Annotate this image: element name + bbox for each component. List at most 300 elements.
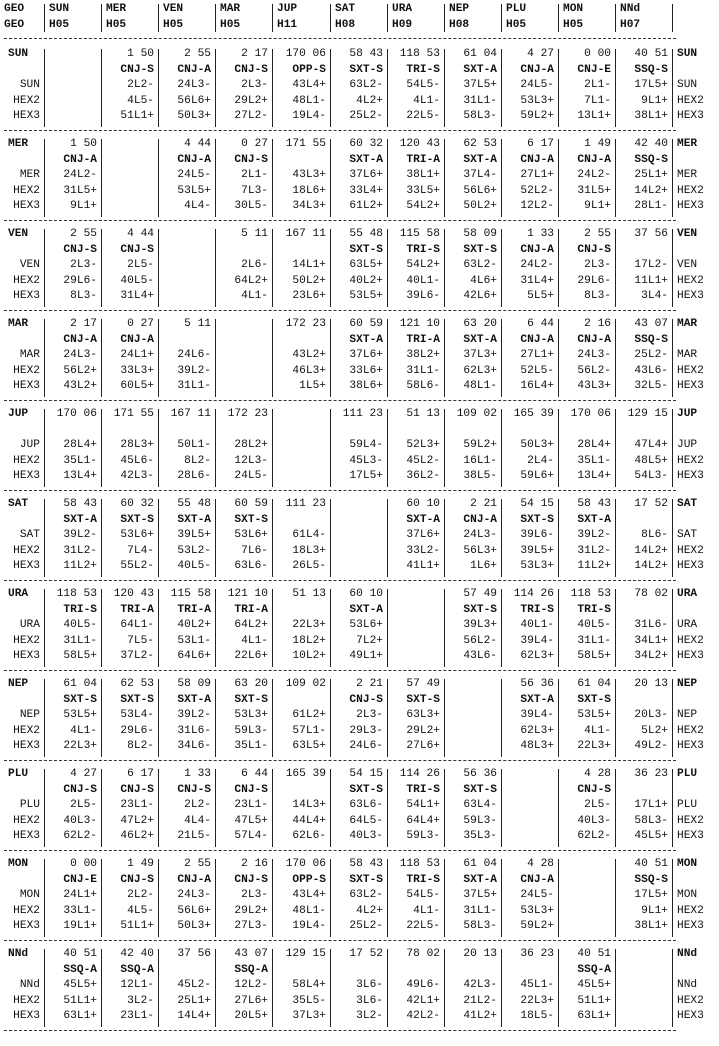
row-line-label: URA xyxy=(19,619,40,631)
cell-value: 3L6- xyxy=(356,994,383,1007)
cell-value: 31L1- xyxy=(177,380,211,392)
cell-value: 17L1+ xyxy=(634,799,668,811)
cell-value: 40L5- xyxy=(577,619,611,631)
column-separator xyxy=(101,769,102,847)
cell-value: 9L1+ xyxy=(70,200,97,212)
cell-value: 51L1+ xyxy=(120,110,154,122)
block-divider xyxy=(4,850,676,851)
cell-angle: 54 15 xyxy=(349,768,383,780)
cell-angle: 171 55 xyxy=(285,138,326,150)
cell-angle: 118 53 xyxy=(399,48,440,60)
cell-value: 24L3- xyxy=(577,349,611,361)
block-divider xyxy=(4,580,676,581)
header-separator xyxy=(158,4,159,32)
cell-value: 56L6+ xyxy=(177,904,211,917)
cell-value: 5L2+ xyxy=(641,724,668,737)
cell-value: 39L2- xyxy=(177,709,211,721)
cell-aspect: SXT-S xyxy=(520,513,554,526)
cell-value: 11L2+ xyxy=(577,560,611,572)
column-separator xyxy=(444,49,445,127)
row-line-label: HEX3 xyxy=(677,830,704,842)
cell-aspect: SXT-A xyxy=(349,153,383,166)
cell-value: 17L5+ xyxy=(634,79,668,91)
row-planet-label: PLU xyxy=(677,768,698,780)
column-separator xyxy=(558,319,559,397)
cell-value: 43L6- xyxy=(634,364,668,377)
row-line-label: NEP xyxy=(19,709,40,721)
cell-value: 12L1- xyxy=(120,979,154,991)
cell-value: 14L2+ xyxy=(634,184,668,197)
cell-value: 18L2+ xyxy=(292,634,326,647)
cell-angle: 60 59 xyxy=(349,318,383,330)
cell-value: 50L3+ xyxy=(520,439,554,451)
cell-value: 45L2- xyxy=(406,454,440,467)
column-separator xyxy=(215,499,216,577)
cell-angle: 40 51 xyxy=(634,48,668,60)
cell-value: 24L3- xyxy=(177,79,211,91)
cell-value: 53L3+ xyxy=(520,94,554,107)
cell-value: 48L1- xyxy=(463,380,497,392)
cell-value: 29L6- xyxy=(63,274,97,287)
cell-aspect: CNJ-S xyxy=(120,243,154,256)
column-separator xyxy=(272,49,273,127)
cell-value: 2L1- xyxy=(584,79,611,91)
cell-value: 7L4- xyxy=(127,544,154,557)
cell-aspect: SXT-A xyxy=(349,603,383,616)
cell-value: 39L6- xyxy=(520,529,554,541)
header-planet-label: MAR xyxy=(220,3,241,15)
block-divider xyxy=(4,1030,676,1031)
cell-value: 46L2+ xyxy=(120,830,154,842)
cell-angle: 4 44 xyxy=(127,228,154,240)
row-line-label: SAT xyxy=(677,529,698,541)
cell-aspect: SXT-A xyxy=(463,333,497,346)
cell-value: 51L1+ xyxy=(120,920,154,932)
cell-value: 2L2- xyxy=(127,889,154,901)
cell-value: 33L6+ xyxy=(349,364,383,377)
column-separator xyxy=(387,859,388,937)
column-separator xyxy=(101,679,102,757)
cell-angle: 60 59 xyxy=(234,498,268,510)
cell-angle: 54 15 xyxy=(520,498,554,510)
cell-value: 36L2- xyxy=(406,470,440,482)
cell-value: 40L5- xyxy=(120,274,154,287)
row-line-label: HEX2 xyxy=(677,184,704,197)
cell-value: 14L4+ xyxy=(177,1010,211,1022)
header-house-label: H05 xyxy=(49,19,70,31)
cell-value: 42L6+ xyxy=(463,290,497,302)
cell-aspect: SSQ-S xyxy=(634,63,668,76)
cell-value: 40L2+ xyxy=(349,274,383,287)
row-line-label: HEX3 xyxy=(13,200,40,212)
column-separator xyxy=(501,679,502,757)
column-separator xyxy=(330,409,331,487)
row-planet-label: PLU xyxy=(8,768,29,780)
cell-value: 22L5- xyxy=(406,920,440,932)
cell-angle: 109 02 xyxy=(285,678,326,690)
column-separator xyxy=(672,49,673,127)
row-planet-label: SAT xyxy=(677,498,698,510)
cell-value: 43L2+ xyxy=(292,349,326,361)
cell-value: 24L6- xyxy=(349,740,383,752)
cell-value: 22L3+ xyxy=(292,619,326,631)
cell-aspect: SXT-S xyxy=(463,243,497,256)
row-line-label: MAR xyxy=(19,349,40,361)
column-separator xyxy=(672,949,673,1027)
cell-aspect: SSQ-A xyxy=(120,963,154,976)
cell-value: 50L1- xyxy=(177,439,211,451)
header-separator xyxy=(672,4,673,32)
cell-value: 50L3+ xyxy=(177,110,211,122)
cell-value: 23L1- xyxy=(120,1010,154,1022)
cell-angle: 118 53 xyxy=(399,858,440,870)
cell-angle: 114 26 xyxy=(399,768,440,780)
cell-angle: 2 55 xyxy=(584,228,611,240)
cell-angle: 0 00 xyxy=(584,48,611,60)
cell-value: 58L3- xyxy=(463,110,497,122)
block-divider xyxy=(4,490,676,491)
cell-angle: 120 43 xyxy=(399,138,440,150)
cell-value: 2L6- xyxy=(241,259,268,271)
column-separator xyxy=(215,949,216,1027)
cell-value: 25L2- xyxy=(634,349,668,361)
row-planet-label: JUP xyxy=(8,408,29,420)
cell-value: 63L2- xyxy=(463,259,497,271)
cell-value: 12L2- xyxy=(520,200,554,212)
cell-value: 53L2- xyxy=(177,544,211,557)
cell-value: 14L3+ xyxy=(292,799,326,811)
cell-value: 17L5+ xyxy=(349,470,383,482)
cell-angle: 109 02 xyxy=(456,408,497,420)
column-separator xyxy=(44,589,45,667)
column-separator xyxy=(330,139,331,217)
cell-value: 59L2+ xyxy=(463,439,497,451)
header-house-label: H05 xyxy=(563,19,584,31)
row-planet-label: VEN xyxy=(8,228,29,240)
cell-angle: 51 13 xyxy=(406,408,440,420)
cell-value: 54L1+ xyxy=(406,799,440,811)
header-planet-label: MER xyxy=(106,3,127,15)
cell-value: 56L2- xyxy=(463,634,497,647)
column-separator xyxy=(387,949,388,1027)
cell-value: 39L4- xyxy=(520,634,554,647)
cell-angle: 60 32 xyxy=(349,138,383,150)
cell-angle: 4 28 xyxy=(527,858,554,870)
column-separator xyxy=(44,769,45,847)
cell-value: 1L6+ xyxy=(470,560,497,572)
column-separator xyxy=(330,319,331,397)
cell-value: 4L5- xyxy=(127,94,154,107)
cell-value: 31L2- xyxy=(63,544,97,557)
cell-value: 38L2+ xyxy=(406,349,440,361)
column-separator xyxy=(215,319,216,397)
cell-value: 35L1- xyxy=(234,740,268,752)
column-separator xyxy=(158,409,159,487)
row-line-label: HEX3 xyxy=(13,470,40,482)
cell-value: 53L3+ xyxy=(520,904,554,917)
cell-aspect: SXT-S xyxy=(63,693,97,706)
cell-value: 35L3- xyxy=(463,830,497,842)
cell-value: 31L1- xyxy=(463,94,497,107)
column-separator xyxy=(158,229,159,307)
cell-value: 42L3- xyxy=(120,470,154,482)
cell-value: 63L6- xyxy=(234,560,268,572)
cell-value: 40L3- xyxy=(63,814,97,827)
header-separator xyxy=(387,4,388,32)
cell-value: 31L5+ xyxy=(63,184,97,197)
cell-value: 37L4- xyxy=(463,169,497,181)
column-separator xyxy=(444,499,445,577)
cell-value: 62L3+ xyxy=(463,364,497,377)
column-separator xyxy=(501,949,502,1027)
cell-aspect: CNJ-A xyxy=(520,333,554,346)
cell-value: 22L3+ xyxy=(63,740,97,752)
cell-aspect: SXT-A xyxy=(463,153,497,166)
row-line-label: HEX2 xyxy=(13,274,40,287)
cell-value: 55L2- xyxy=(120,560,154,572)
cell-value: 64L4+ xyxy=(406,814,440,827)
column-separator xyxy=(558,49,559,127)
header-house-label: H09 xyxy=(392,19,413,31)
cell-value: 24L5- xyxy=(520,889,554,901)
column-separator xyxy=(501,229,502,307)
header-separator xyxy=(615,4,616,32)
row-line-label: HEX3 xyxy=(677,290,704,302)
cell-angle: 4 28 xyxy=(584,768,611,780)
header-house-label: H05 xyxy=(220,19,241,31)
cell-aspect: SXT-S xyxy=(120,693,154,706)
column-separator xyxy=(272,139,273,217)
cell-value: 8L3- xyxy=(584,290,611,302)
cell-value: 31L1- xyxy=(463,904,497,917)
cell-aspect: SXT-S xyxy=(349,873,383,886)
row-planet-label: SAT xyxy=(8,498,29,510)
cell-value: 40L5- xyxy=(63,619,97,631)
cell-value: 52L3+ xyxy=(406,439,440,451)
cell-angle: 20 13 xyxy=(463,948,497,960)
cell-aspect: SXT-A xyxy=(177,693,211,706)
cell-value: 53L5+ xyxy=(63,709,97,721)
cell-value: 61L4- xyxy=(292,529,326,541)
cell-aspect: CNJ-A xyxy=(120,333,154,346)
cell-value: 43L4+ xyxy=(292,79,326,91)
header-separator xyxy=(330,4,331,32)
cell-angle: 2 17 xyxy=(241,48,268,60)
column-separator xyxy=(558,499,559,577)
row-line-label: MON xyxy=(19,889,40,901)
cell-value: 64L2+ xyxy=(234,274,268,287)
column-separator xyxy=(330,499,331,577)
cell-value: 8L3- xyxy=(70,290,97,302)
cell-aspect: SXT-S xyxy=(463,603,497,616)
cell-value: 62L2- xyxy=(577,830,611,842)
cell-angle: 60 32 xyxy=(120,498,154,510)
cell-angle: 120 43 xyxy=(113,588,154,600)
cell-aspect: CNJ-A xyxy=(520,153,554,166)
column-separator xyxy=(44,139,45,217)
cell-aspect: TRI-S xyxy=(520,603,554,616)
cell-value: 14L2+ xyxy=(634,544,668,557)
column-separator xyxy=(615,229,616,307)
cell-aspect: SXT-A xyxy=(463,63,497,76)
column-separator xyxy=(615,589,616,667)
cell-value: 53L6+ xyxy=(349,619,383,631)
header-separator xyxy=(215,4,216,32)
cell-angle: 2 16 xyxy=(584,318,611,330)
cell-value: 41L1+ xyxy=(406,560,440,572)
row-line-label: HEX3 xyxy=(677,920,704,932)
cell-angle: 115 58 xyxy=(170,588,211,600)
cell-value: 3L6- xyxy=(356,979,383,991)
column-separator xyxy=(387,499,388,577)
cell-value: 62L3+ xyxy=(520,724,554,737)
cell-value: 52L2- xyxy=(520,184,554,197)
cell-value: 4L1- xyxy=(413,94,440,107)
cell-value: 53L3+ xyxy=(234,709,268,721)
cell-value: 45L5+ xyxy=(634,830,668,842)
cell-value: 23L6+ xyxy=(292,290,326,302)
cell-value: 4L1- xyxy=(241,634,268,647)
cell-angle: 129 15 xyxy=(285,948,326,960)
cell-value: 13L4+ xyxy=(63,470,97,482)
column-separator xyxy=(615,679,616,757)
cell-angle: 5 11 xyxy=(241,228,268,240)
header-geo-label: GEO xyxy=(4,19,25,31)
cell-value: 24L6- xyxy=(177,349,211,361)
cell-value: 62L6- xyxy=(292,830,326,842)
cell-value: 4L1- xyxy=(70,724,97,737)
row-line-label: JUP xyxy=(677,439,698,451)
cell-aspect: CNJ-S xyxy=(120,873,154,886)
cell-value: 24L3- xyxy=(177,889,211,901)
row-line-label: HEX2 xyxy=(677,454,704,467)
cell-value: 64L2+ xyxy=(234,619,268,631)
cell-angle: 2 17 xyxy=(70,318,97,330)
cell-aspect: SXT-S xyxy=(577,693,611,706)
row-line-label: HEX3 xyxy=(13,380,40,392)
column-separator xyxy=(272,409,273,487)
cell-value: 4L4- xyxy=(184,200,211,212)
cell-value: 8L2- xyxy=(184,454,211,467)
cell-value: 63L1+ xyxy=(577,1010,611,1022)
header-house-label: H08 xyxy=(449,19,470,31)
header-house-label: H05 xyxy=(106,19,127,31)
cell-value: 45L5+ xyxy=(577,979,611,991)
cell-aspect: SXT-A xyxy=(577,513,611,526)
cell-value: 24L2- xyxy=(577,169,611,181)
column-separator xyxy=(444,859,445,937)
column-separator xyxy=(158,769,159,847)
column-separator xyxy=(672,589,673,667)
cell-value: 62L3+ xyxy=(520,650,554,662)
column-separator xyxy=(101,949,102,1027)
cell-value: 63L4- xyxy=(463,799,497,811)
cell-value: 16L1- xyxy=(463,454,497,467)
row-line-label: SUN xyxy=(677,79,698,91)
header-planet-label: SAT xyxy=(335,3,356,15)
header-planet-label: JUP xyxy=(277,3,298,15)
cell-value: 39L2- xyxy=(577,529,611,541)
column-separator xyxy=(158,499,159,577)
cell-value: 28L6- xyxy=(177,470,211,482)
row-line-label: HEX2 xyxy=(677,544,704,557)
column-separator xyxy=(558,859,559,937)
cell-value: 61L2+ xyxy=(292,709,326,721)
column-separator xyxy=(158,319,159,397)
cell-value: 58L5+ xyxy=(577,650,611,662)
cell-value: 40L3- xyxy=(577,814,611,827)
cell-value: 38L1+ xyxy=(634,110,668,122)
cell-value: 28L4+ xyxy=(577,439,611,451)
header-planet-label: MON xyxy=(563,3,584,15)
cell-value: 4L6+ xyxy=(470,274,497,287)
cell-value: 52L5- xyxy=(520,364,554,377)
cell-value: 2L5- xyxy=(584,799,611,811)
cell-angle: 111 23 xyxy=(285,498,326,510)
row-line-label: HEX2 xyxy=(677,904,704,917)
cell-value: 28L1- xyxy=(634,200,668,212)
cell-value: 17L5+ xyxy=(634,889,668,901)
column-separator xyxy=(444,409,445,487)
cell-angle: 57 49 xyxy=(463,588,497,600)
cell-value: 16L4+ xyxy=(520,380,554,392)
row-line-label: HEX2 xyxy=(13,724,40,737)
column-separator xyxy=(158,679,159,757)
cell-value: 2L1- xyxy=(241,169,268,181)
cell-value: 4L2+ xyxy=(356,94,383,107)
row-line-label: PLU xyxy=(19,799,40,811)
cell-aspect: CNJ-S xyxy=(349,693,383,706)
cell-value: 59L2+ xyxy=(520,920,554,932)
cell-value: 26L5- xyxy=(292,560,326,572)
cell-angle: 1 50 xyxy=(127,48,154,60)
cell-value: 53L5+ xyxy=(177,184,211,197)
cell-value: 35L5- xyxy=(292,994,326,1007)
cell-value: 53L4- xyxy=(120,709,154,721)
row-line-label: HEX3 xyxy=(13,650,40,662)
cell-value: 59L2+ xyxy=(520,110,554,122)
cell-value: 4L1- xyxy=(241,290,268,302)
column-separator xyxy=(501,319,502,397)
cell-value: 40L2+ xyxy=(177,619,211,631)
cell-value: 41L2+ xyxy=(463,1010,497,1022)
column-separator xyxy=(272,319,273,397)
cell-aspect: CNJ-S xyxy=(234,63,268,76)
header-separator xyxy=(44,4,45,32)
cell-value: 58L3- xyxy=(463,920,497,932)
row-line-label: HEX2 xyxy=(677,724,704,737)
cell-angle: 2 55 xyxy=(184,48,211,60)
cell-angle: 51 13 xyxy=(292,588,326,600)
cell-angle: 61 04 xyxy=(577,678,611,690)
column-separator xyxy=(215,859,216,937)
cell-value: 45L3- xyxy=(349,454,383,467)
column-separator xyxy=(501,49,502,127)
cell-angle: 58 43 xyxy=(63,498,97,510)
row-line-label: HEX3 xyxy=(677,560,704,572)
column-separator xyxy=(672,679,673,757)
cell-aspect: CNJ-S xyxy=(120,783,154,796)
cell-value: 56L6+ xyxy=(463,184,497,197)
cell-value: 4L1- xyxy=(413,904,440,917)
cell-aspect: CNJ-A xyxy=(463,513,497,526)
cell-angle: 2 16 xyxy=(241,858,268,870)
cell-value: 64L1- xyxy=(120,619,154,631)
block-divider xyxy=(4,310,676,311)
cell-value: 39L5+ xyxy=(177,529,211,541)
row-line-label: HEX2 xyxy=(677,994,704,1007)
block-divider xyxy=(4,760,676,761)
